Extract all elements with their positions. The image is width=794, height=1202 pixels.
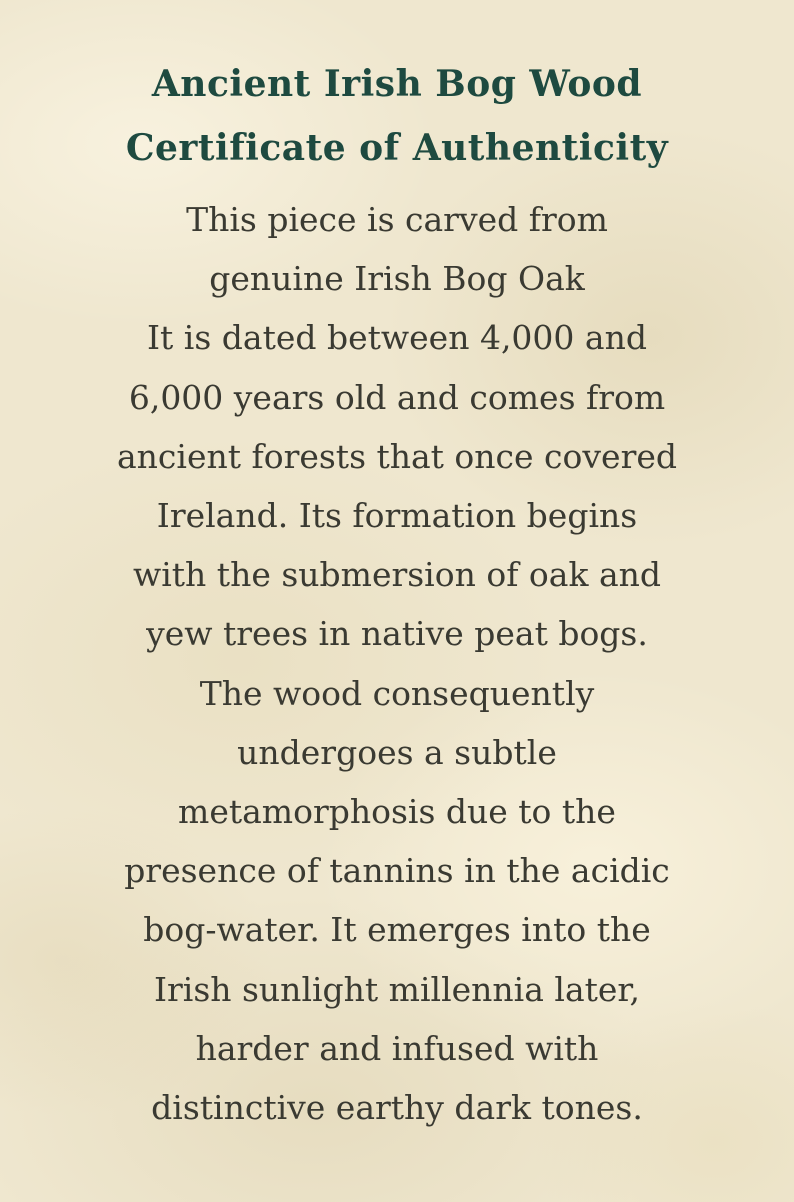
title-line-2: Certificate of Authenticity bbox=[125, 127, 669, 169]
body-line: yew trees in native peat bogs. bbox=[146, 614, 648, 654]
body-line: presence of tannins in the acidic bbox=[124, 851, 670, 891]
body-line: metamorphosis due to the bbox=[178, 792, 616, 832]
body-line: This piece is carved from bbox=[186, 200, 608, 239]
body-line: The wood consequently bbox=[199, 673, 595, 713]
body-line: with the submersion of oak and bbox=[133, 555, 661, 595]
body-line: 6,000 years old and comes from bbox=[128, 377, 666, 417]
body-line: bog-water. It emerges into the bbox=[143, 910, 651, 950]
body-line: Ireland. Its formation begins bbox=[156, 496, 638, 536]
body-line: genuine Irish Bog Oak bbox=[209, 259, 585, 299]
certificate-body bbox=[0, 190, 794, 1137]
body-line: harder and infused with bbox=[195, 1028, 599, 1068]
body-line: undergoes a subtle bbox=[237, 732, 557, 772]
body-line: distinctive earthy dark tones. bbox=[151, 1088, 643, 1128]
body-line: ancient forests that once covered bbox=[116, 436, 678, 476]
title-line-1: Ancient Irish Bog Wood bbox=[151, 63, 643, 105]
certificate-title bbox=[0, 52, 794, 180]
body-line: Irish sunlight millennia later, bbox=[153, 969, 641, 1009]
body-line: It is dated between 4,000 and bbox=[147, 318, 647, 358]
